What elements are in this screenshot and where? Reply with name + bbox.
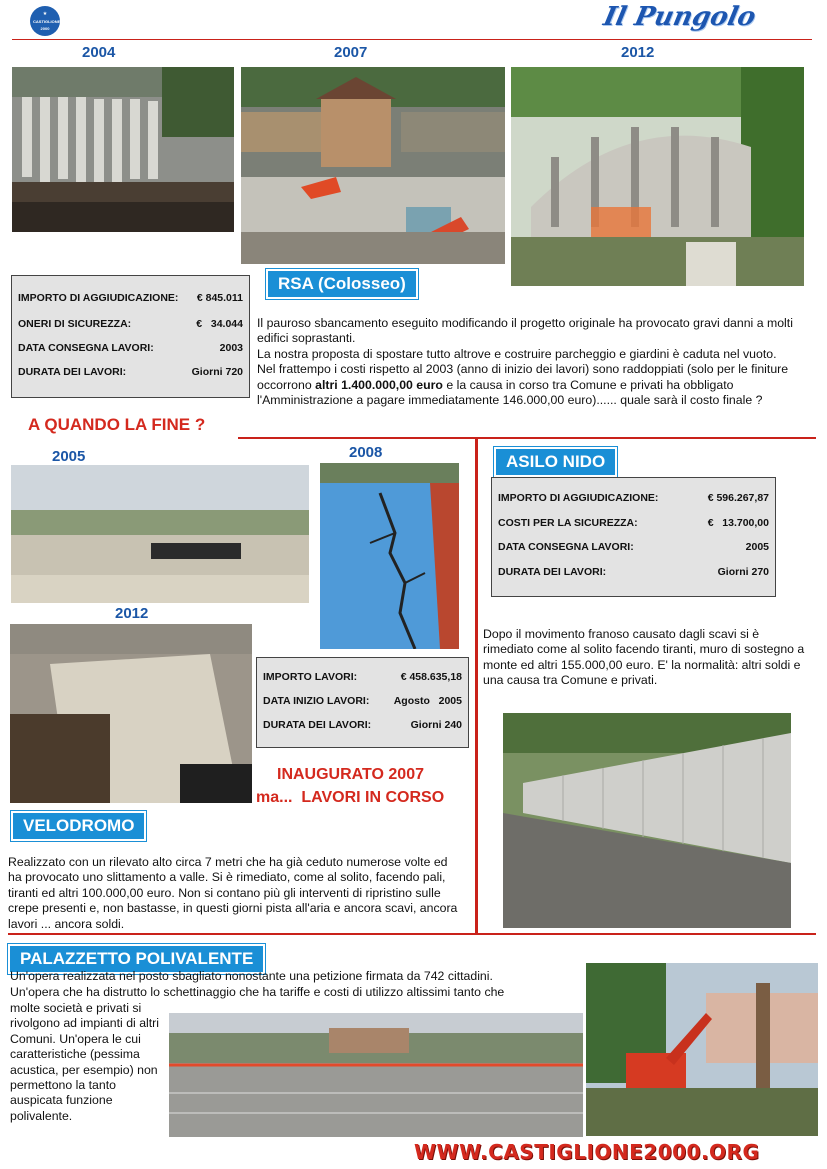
palazzetto-photo-field <box>169 1013 583 1137</box>
info-value: Agosto 2005 <box>393 695 462 707</box>
palazzetto-line: Un'opera che ha distrutto lo schettinaggio che ha tariffe e costi di utilizzo altissimi tanto che <box>10 985 505 999</box>
palazzetto-line: Un'opera realizzata nel posto sbagliato nonostante una petizione firmata da 742 cittadini. <box>10 969 493 983</box>
rsa-description <box>257 316 797 408</box>
info-value: 2003 <box>219 342 243 354</box>
palazzetto-title: PALAZZETTO POLIVALENTE <box>8 944 265 974</box>
year-label: 2008 <box>349 444 383 461</box>
year-label: 2004 <box>82 44 116 61</box>
info-label: DURATA DEI LAVORI: <box>263 719 372 731</box>
rsa-paragraph: Nel frattempo i costi rispetto al 2003 (anno di inizio dei lavori) sono raddoppiati (solo per le finiture occorrono altri 1.400.000,00 euro e la causa in corso tra Comune e privati ha obbligato l'Amministrazione a pagare immediatamente 146.000,00 euro)...... quale sarà il costo finale ? <box>257 362 789 408</box>
year-label: 2005 <box>52 448 86 465</box>
brand-title: Il Pungolo <box>600 2 759 32</box>
footer-url[interactable]: WWW.CASTIGLIONE2000.ORG <box>414 1140 760 1164</box>
header-rule <box>12 39 812 40</box>
rsa-info-box <box>11 275 250 398</box>
velodromo-slogan-2: ma... LAVORI IN CORSO <box>256 789 445 806</box>
year-label: 2007 <box>334 44 368 61</box>
info-label: IMPORTO DI AGGIUDICAZIONE: <box>18 292 179 304</box>
info-label: DATA INIZIO LAVORI: <box>263 695 370 707</box>
asilo-title: ASILO NIDO <box>494 447 617 477</box>
rsa-photo-2007 <box>241 67 505 264</box>
rsa-photo-2012 <box>511 67 804 286</box>
velodromo-slogan-1: INAUGURATO 2007 <box>277 766 424 783</box>
section-divider <box>8 933 816 935</box>
asilo-photo <box>503 713 791 928</box>
velodromo-photo-2008 <box>320 463 459 649</box>
asilo-paragraph: Dopo il movimento franoso causato dagli scavi si è rimediato come al solito facendo tiranti, muro di sostegno a monte ed altri 155.000,00 euro. E' la normalità: altri soldi e una causa tra Comune e privati. <box>483 627 805 688</box>
info-label: DURATA DEI LAVORI: <box>18 366 127 378</box>
info-label: DATA CONSEGNA LAVORI: <box>18 342 154 354</box>
info-value: € 458.635,18 <box>400 671 462 683</box>
info-value: 2005 <box>745 541 769 553</box>
rsa-paragraph: La nostra proposta di spostare tutto altrove e costruire parcheggio e giardini è caduta nel vuoto. <box>257 346 777 361</box>
rsa-photo-2004 <box>12 67 234 232</box>
velodromo-paragraph: Realizzato con un rilevato alto circa 7 metri che ha già ceduto numerose volte ed ha provocato uno slittamento a valle. Si è rimediato, come al solito, facendo pali, tiranti ed altri 100.000,00 euro. Non si contano più gli interventi di ripristino sulle crepe presenti e, non bastasse, in questi giorni pista all'aria e ancora scavi, ancora lavori ... ancora soldi. <box>8 855 458 931</box>
info-label: IMPORTO DI AGGIUDICAZIONE: <box>498 492 659 504</box>
velodromo-title: VELODROMO <box>11 811 146 841</box>
info-label: IMPORTO LAVORI: <box>263 671 358 683</box>
rsa-title: RSA (Colosseo) <box>266 269 418 299</box>
info-value: € 596.267,87 <box>707 492 769 504</box>
year-label: 2012 <box>621 44 655 61</box>
info-value: € 845.011 <box>196 292 243 304</box>
info-value: Giorni 270 <box>717 566 769 578</box>
info-label: DURATA DEI LAVORI: <box>498 566 607 578</box>
column-divider <box>475 437 478 934</box>
info-label: ONERI DI SICUREZZA: <box>18 318 132 330</box>
info-value: Giorni 240 <box>410 719 462 731</box>
info-label: COSTI PER LA SICUREZZA: <box>498 517 638 529</box>
section-divider <box>238 437 816 439</box>
asilo-info-box <box>491 477 776 597</box>
rsa-slogan: A QUANDO LA FINE ? <box>28 415 206 434</box>
palazzetto-photo-demolition <box>586 963 818 1136</box>
info-value: Giorni 720 <box>191 366 243 378</box>
rsa-paragraph: Il pauroso sbancamento eseguito modificando il progetto originale ha provocato gravi danni a molti edifici soprastanti. <box>257 316 793 346</box>
year-label: 2012 <box>115 605 149 622</box>
velodromo-info-box <box>256 657 469 748</box>
logo-text: CASTIGLIONE 2000 <box>33 19 60 31</box>
velodromo-photo-2012 <box>10 624 252 803</box>
velodromo-photo-2005 <box>11 465 309 603</box>
info-value: € 34.044 <box>196 318 243 330</box>
palazzetto-side-text: molte società e privati si rivolgono ad impianti di altri Comuni. Un'opera le cui caratteristiche (pessima acustica, per esempio) non permettono la tanto auspicata funzione polivalente. <box>10 1001 160 1123</box>
info-label: DATA CONSEGNA LAVORI: <box>498 541 634 553</box>
logo-badge: ★ CASTIGLIONE 2000 <box>30 6 60 36</box>
info-value: € 13.700,00 <box>707 517 769 529</box>
